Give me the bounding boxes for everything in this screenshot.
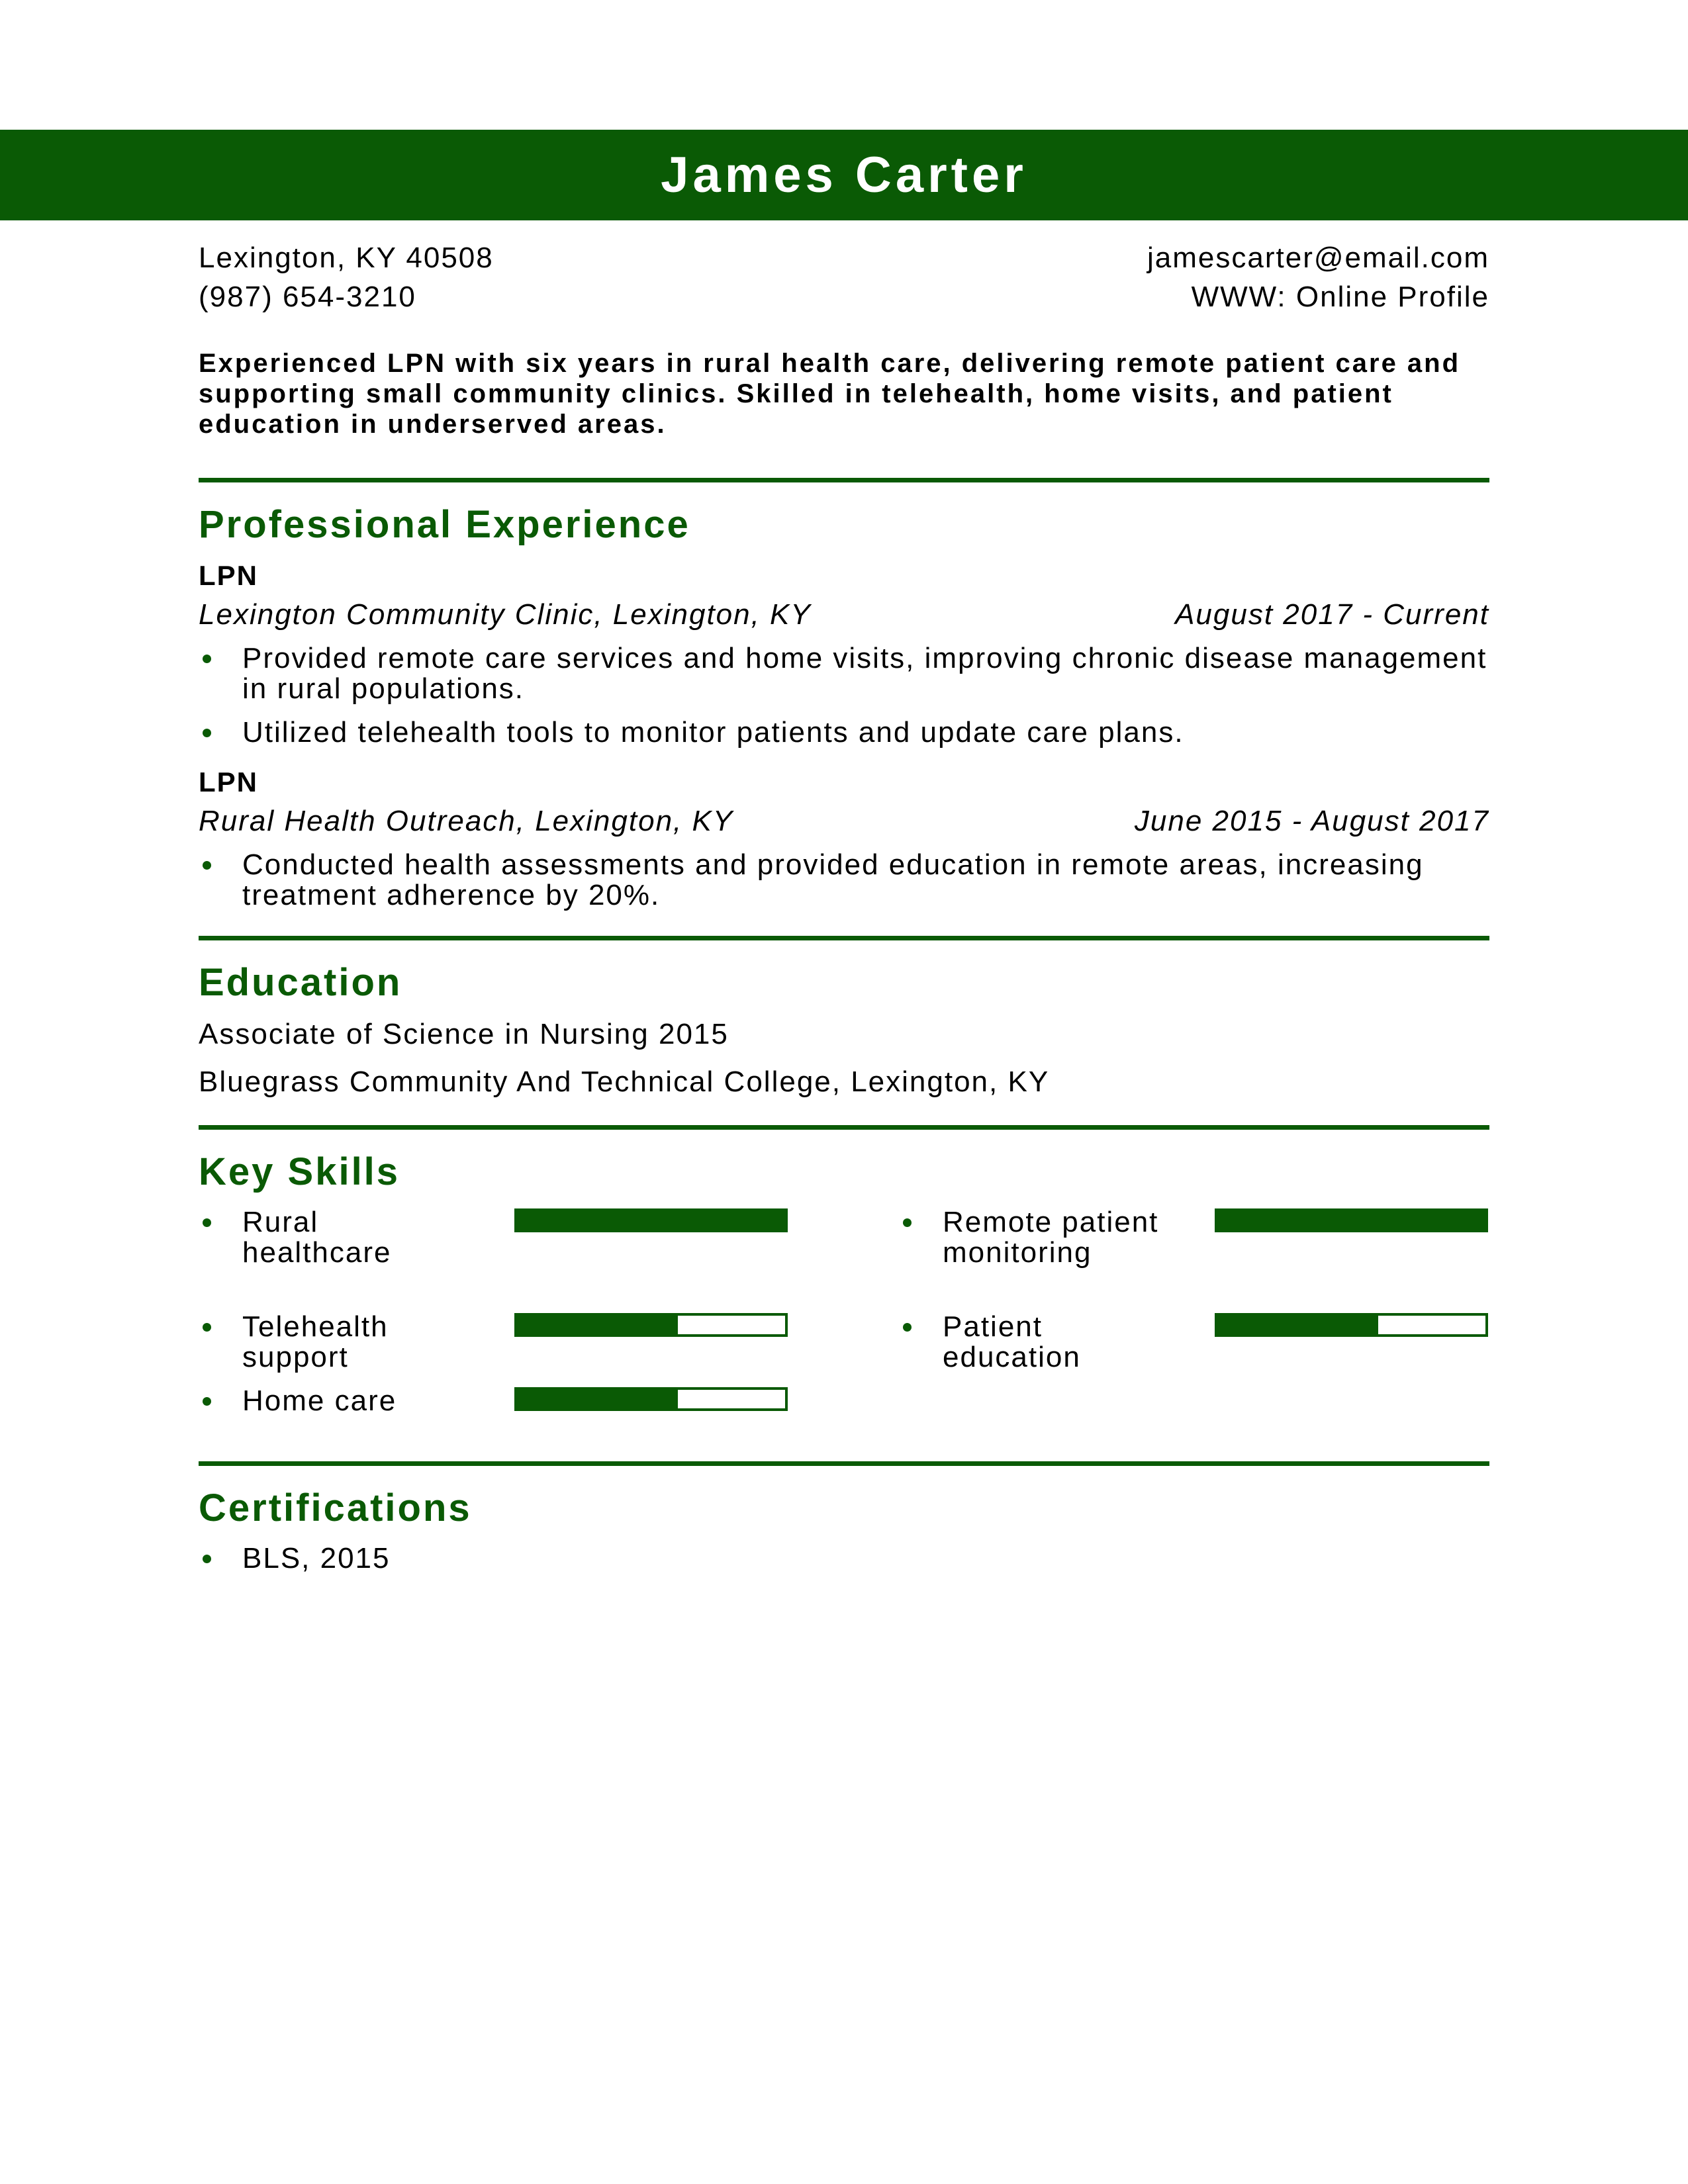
job-entry bbox=[199, 560, 1489, 748]
skill-level-fill bbox=[517, 1211, 785, 1230]
contact-location: Lexington, KY 40508 bbox=[199, 242, 494, 274]
profile-summary: Experienced LPN with six years in rural health care, delivering remote patient care and supporting small community clinics. Skilled in telehealth, home visits, and patient education in underserved areas. bbox=[199, 349, 1461, 439]
section-divider bbox=[199, 1125, 1489, 1130]
job-dates: August 2017 - Current bbox=[1175, 598, 1489, 631]
skill-label: Patient education bbox=[943, 1310, 1081, 1373]
skill-label: Home care bbox=[242, 1385, 397, 1417]
job-meta bbox=[199, 806, 1489, 837]
education-degree: Associate of Science in Nursing 2015 bbox=[199, 1018, 729, 1050]
list-item: Provided remote care services and home visits, improving chronic disease management in rural populations. bbox=[199, 643, 1489, 704]
job-bullets bbox=[199, 850, 1489, 911]
contact-email[interactable]: jamescarter@email.com bbox=[1147, 242, 1489, 274]
bullet-icon bbox=[903, 1323, 912, 1332]
job-company: Rural Health Outreach, Lexington, KY bbox=[199, 805, 734, 837]
bullet-icon bbox=[903, 1218, 912, 1227]
job-meta bbox=[199, 600, 1489, 630]
contact-row-2 bbox=[199, 277, 1489, 316]
job-bullets bbox=[199, 643, 1489, 748]
section-title-experience: Professional Experience bbox=[199, 503, 690, 546]
job-title: LPN bbox=[199, 560, 258, 591]
skill-level-bar bbox=[1215, 1313, 1488, 1337]
skill-level-bar bbox=[514, 1313, 788, 1337]
contact-website[interactable]: WWW: Online Profile bbox=[1191, 281, 1489, 313]
section-divider bbox=[199, 478, 1489, 482]
section-divider bbox=[199, 936, 1489, 940]
bullet-icon bbox=[203, 1218, 211, 1227]
section-title-education: Education bbox=[199, 961, 402, 1004]
list-item: BLS, 2015 bbox=[199, 1543, 1489, 1574]
skill-level-bar bbox=[1215, 1208, 1488, 1232]
skill-level-fill bbox=[1217, 1316, 1378, 1334]
skill-level-fill bbox=[517, 1390, 678, 1408]
section-title-skills: Key Skills bbox=[199, 1150, 400, 1193]
job-title: LPN bbox=[199, 766, 258, 797]
skill-level-fill bbox=[1217, 1211, 1485, 1230]
section-title-certifications: Certifications bbox=[199, 1486, 472, 1529]
bullet-icon bbox=[203, 1323, 211, 1332]
skill-level-bar bbox=[514, 1208, 788, 1232]
contact-phone: (987) 654-3210 bbox=[199, 281, 416, 313]
skill-level-fill bbox=[517, 1316, 678, 1334]
section-divider bbox=[199, 1461, 1489, 1466]
job-entry bbox=[199, 766, 1489, 911]
list-item: Conducted health assessments and provided education in remote areas, increasing treatment adherence by 20%. bbox=[199, 850, 1489, 911]
job-dates: June 2015 - August 2017 bbox=[1134, 805, 1489, 837]
skill-level-bar bbox=[514, 1387, 788, 1411]
skill-label: Rural healthcare bbox=[242, 1206, 392, 1269]
name-banner bbox=[0, 130, 1688, 220]
education-school: Bluegrass Community And Technical College, Lexington, KY bbox=[199, 1066, 1050, 1098]
skill-label: Remote patient monitoring bbox=[943, 1206, 1159, 1269]
job-company: Lexington Community Clinic, Lexington, KY bbox=[199, 598, 812, 631]
bullet-icon bbox=[203, 1397, 211, 1406]
skills-grid bbox=[199, 1207, 1489, 1426]
skill-label: Telehealth support bbox=[242, 1310, 389, 1373]
contact-row-1 bbox=[199, 238, 1489, 277]
candidate-name: James Carter bbox=[661, 147, 1027, 203]
list-item: Utilized telehealth tools to monitor patients and update care plans. bbox=[199, 717, 1489, 748]
resume-body bbox=[199, 238, 1489, 1587]
certification-list bbox=[199, 1543, 1489, 1574]
